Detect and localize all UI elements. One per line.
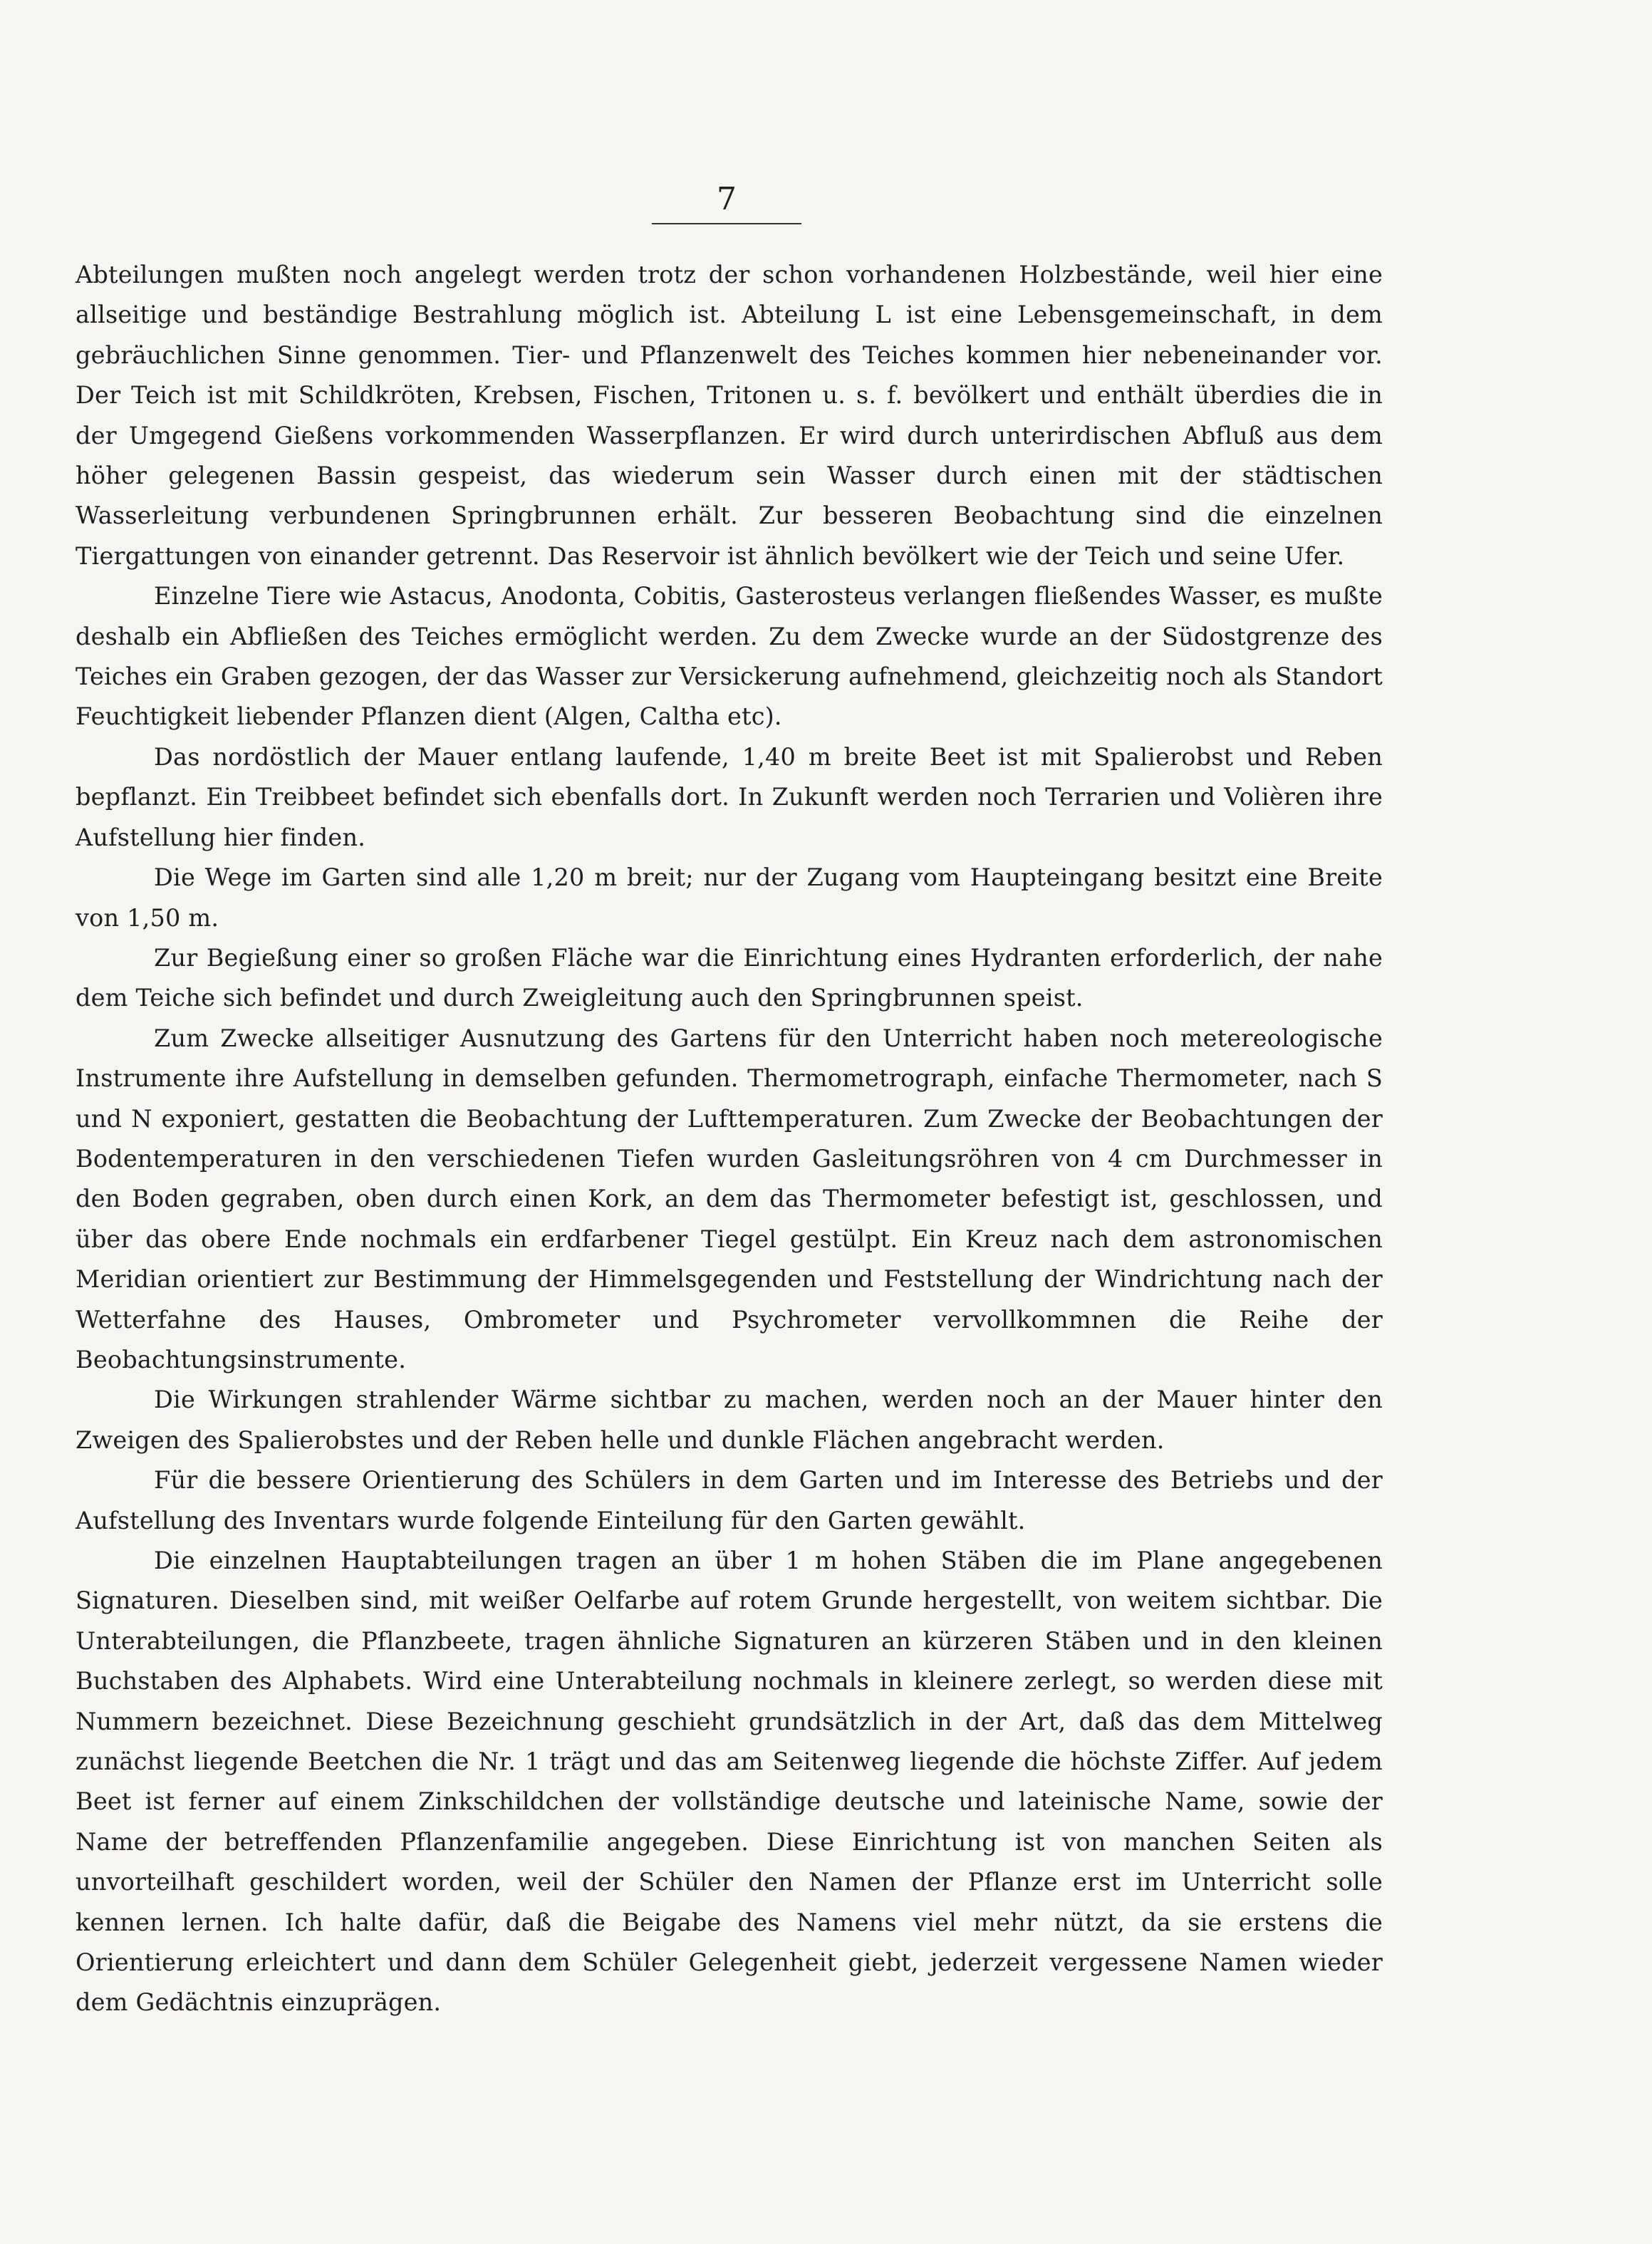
paragraph-4: Die Wege im Garten sind alle 1,20 m breit; nur der Zugang vom Haupteingang besitzt eine Breite von 1,50 m. — [76, 863, 1383, 932]
paragraph-6: Zum Zwecke allseitiger Ausnutzung des Gartens für den Unterricht haben noch metereologische Instrumente ihre Aufstellung in demselben gefunden. Thermometrograph, einfache Thermometer, nach S und N exponiert, gestatten die Beobachtung der Lufttemperaturen. Zum Zwecke der Beobachtungen der Bodentemperaturen in den verschiedenen Tiefen wurden Gasleitungsröhren von 4 cm Durchmesser in den Boden gegraben, oben durch einen Kork, an dem das Thermometer befestigt ist, geschlossen, und über das obere Ende nochmals ein erdfarbener Tiegel gestülpt. Ein Kreuz nach dem astronomischen Meridian orientiert zur Bestimmung der Himmelsgegenden und Feststellung der Windrichtung nach der Wetterfahne des Hauses, Ombrometer und Psychrometer vervollkommnen die Reihe der Beobachtungsinstrumente. — [76, 1024, 1383, 1373]
paragraph-5: Zur Begießung einer so großen Fläche war die Einrichtung eines Hydranten erforderlich, der nahe dem Teiche sich befindet und durch Zweigleitung auch den Springbrunnen speist. — [76, 943, 1383, 1012]
paragraph-9: Die einzelnen Hauptabteilungen tragen an über 1 m hohen Stäben die im Plane angegebenen Signaturen. Dieselben sind, mit weißer Oelfarbe auf rotem Grunde hergestellt, von weitem sichtbar. Die Unterabteilungen, die Pflanzbeete, tragen ähnliche Signaturen an kürzeren Stäben und in den kleinen Buchstaben des Alphabets. Wird eine Unterabteilung nochmals in kleinere zerlegt, so werden diese mit Nummern bezeichnet. Diese Bezeichnung geschieht grundsätzlich in der Art, daß das dem Mittelweg zunächst liegende Beetchen die Nr. 1 trägt und das am Seitenweg liegende die höchste Ziffer. Auf jedem Beet ist ferner auf einem Zinkschildchen der vollständige deutsche und lateinische Name, sowie der Name der betreffenden Pflanzenfamilie angegeben. Diese Einrichtung ist von manchen Seiten als unvorteilhaft geschildert worden, weil der Schüler den Namen der Pflanze erst im Unterricht solle kennen lernen. Ich halte dafür, daß die Beigabe des Namens viel mehr nützt, da sie erstens die Orientierung erleichtert und dann dem Schüler Gelegenheit giebt, jederzeit vergessene Namen wieder dem Gedächtnis einzuprägen. — [76, 1547, 1383, 2017]
page-number: 7 — [717, 181, 737, 217]
paragraph-8: Für die bessere Orientierung des Schülers in dem Garten und im Interesse des Betriebs und der Aufstellung des Inventars wurde folgende Einteilung für den Garten gewählt. — [76, 1466, 1383, 1534]
body-text — [76, 255, 1383, 2023]
paragraph-2: Einzelne Tiere wie Astacus, Anodonta, Cobitis, Gasterosteus verlangen fließendes Wasser, es mußte deshalb ein Abfließen des Teiches ermöglicht werden. Zu dem Zwecke wurde an der Südostgrenze des Teiches ein Graben gezogen, der das Wasser zur Versickerung aufnehmend, gleichzeitig noch als Standort Feuchtigkeit liebender Pflanzen dient (Algen, Caltha etc). — [76, 582, 1383, 731]
paragraph-1: Abteilungen mußten noch angelegt werden trotz der schon vorhandenen Holzbestände, weil hier eine allseitige und beständige Bestrahlung möglich ist. Abteilung L ist eine Lebensgemeinschaft, in dem gebräuchlichen Sinne genommen. Tier- und Pflanzenwelt des Teiches kommen hier nebeneinander vor. Der Teich ist mit Schildkröten, Krebsen, Fischen, Tritonen u. s. f. bevölkert und enthält überdies die in der Umgegend Gießens vorkommenden Wasserpflanzen. Er wird durch unterirdischen Abfluß aus dem höher gelegenen Bassin gespeist, das wiederum sein Wasser durch einen mit der städtischen Wasserleitung verbundenen Springbrunnen erhält. Zur besseren Beobachtung sind die einzelnen Tiergattungen von einander getrennt. Das Reservoir ist ähnlich bevölkert wie der Teich und seine Ufer. — [76, 261, 1383, 570]
page-number-rule — [652, 223, 801, 224]
paragraph-3: Das nordöstlich der Mauer entlang laufende, 1,40 m breite Beet ist mit Spalierobst und Reben bepflanzt. Ein Treibbeet befindet sich ebenfalls dort. In Zukunft werden noch Terrarien und Volièren ihre Aufstellung hier finden. — [76, 742, 1383, 851]
paragraph-7: Die Wirkungen strahlender Wärme sichtbar zu machen, werden noch an der Mauer hinter den Zweigen des Spalierobstes und der Reben helle und dunkle Flächen angebracht werden. — [76, 1386, 1383, 1454]
